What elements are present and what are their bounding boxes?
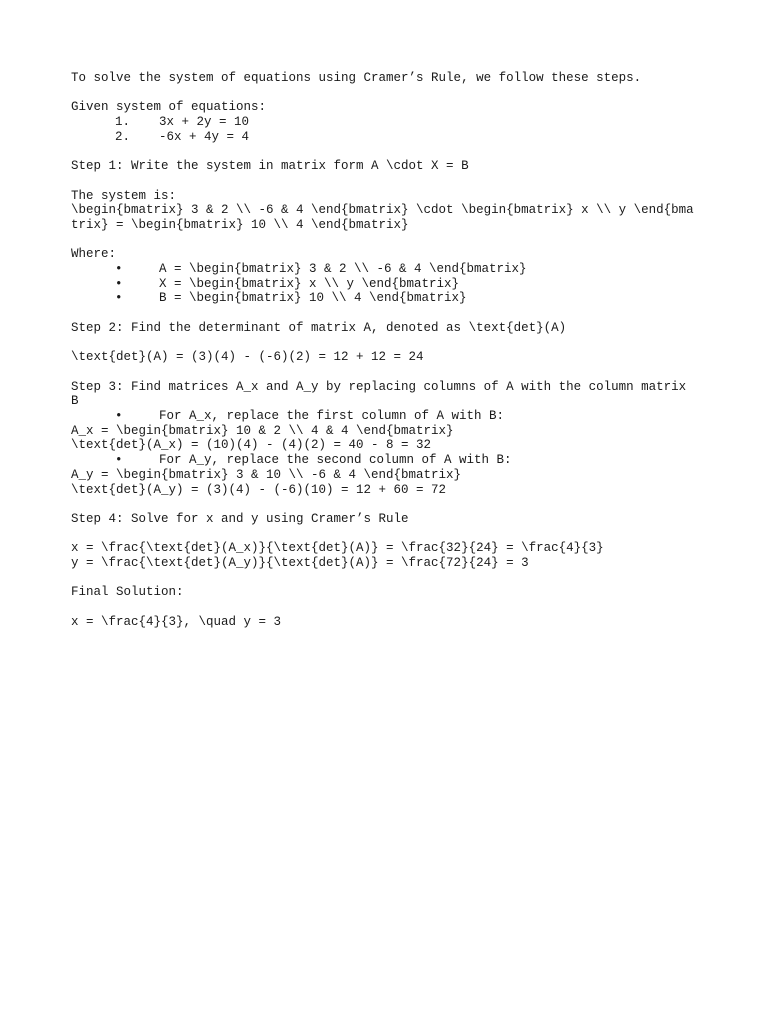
- matrix-equation: \begin{bmatrix} 3 & 2 \\ -6 & 4 \end{bmatrix} \cdot \begin{bmatrix} x \\ y \end{bmatrix} = \begin{bmatrix} 10 \\ 4 \end{bmatrix}: [71, 203, 694, 232]
- equation-text: -6x + 4y = 4: [159, 129, 250, 144]
- ay-matrix: A_y = \begin{bmatrix} 3 & 10 \\ -6 & 4 \end{bmatrix}: [71, 467, 462, 482]
- spacer: [71, 306, 697, 321]
- list-number: 1.: [115, 115, 131, 130]
- x-equation: x = \frac{\text{det}(A_x)}{\text{det}(A)} = \frac{32}{24} = \frac{4}{3}: [71, 541, 604, 556]
- step1-heading: Step 1: Write the system in matrix form A \cdot X = B: [71, 159, 469, 174]
- spacer: [71, 145, 697, 160]
- definition-item: [71, 291, 697, 306]
- bullet-icon: •: [115, 262, 123, 277]
- final-heading: Final Solution:: [71, 585, 184, 600]
- system-label: The system is:: [71, 188, 177, 203]
- bullet-icon: •: [115, 453, 123, 468]
- spacer: [71, 336, 697, 351]
- definition-item: [71, 262, 697, 277]
- step3-heading: Step 3: Find matrices A_x and A_y by replacing columns of A with the column matrix B: [71, 379, 694, 409]
- document-body: [71, 71, 697, 630]
- bullet-icon: •: [115, 409, 123, 424]
- ay-note-item: [71, 453, 697, 468]
- definition-text: X = \begin{bmatrix} x \\ y \end{bmatrix}: [159, 276, 460, 291]
- bullet-icon: •: [115, 276, 123, 291]
- ax-det: \text{det}(A_x) = (10)(4) - (4)(2) = 40 - 8 = 32: [71, 438, 432, 453]
- where-label: Where:: [71, 247, 117, 262]
- step2-heading: Step 2: Find the determinant of matrix A, denoted as \text{det}(A): [71, 320, 567, 335]
- ax-note: For A_x, replace the first column of A with B:: [159, 409, 505, 424]
- spacer: [71, 600, 697, 615]
- definition-text: A = \begin{bmatrix} 3 & 2 \\ -6 & 4 \end{bmatrix}: [159, 262, 527, 277]
- ax-matrix: A_x = \begin{bmatrix} 10 & 2 \\ 4 & 4 \end{bmatrix}: [71, 423, 454, 438]
- bullet-icon: •: [115, 291, 123, 306]
- det-a: \text{det}(A) = (3)(4) - (-6)(2) = 12 + 12 = 24: [71, 350, 424, 365]
- final-solution: x = \frac{4}{3}, \quad y = 3: [71, 614, 282, 629]
- ay-det: \text{det}(A_y) = (3)(4) - (-6)(10) = 12 + 60 = 72: [71, 482, 447, 497]
- step4-heading: Step 4: Solve for x and y using Cramer’s Rule: [71, 511, 409, 526]
- definition-text: B = \begin{bmatrix} 10 \\ 4 \end{bmatrix}: [159, 291, 467, 306]
- spacer: [71, 571, 697, 586]
- ay-note: For A_y, replace the second column of A with B:: [159, 453, 512, 468]
- spacer: [71, 86, 697, 101]
- ax-note-item: [71, 409, 697, 424]
- spacer: [71, 497, 697, 512]
- equation-item: [71, 115, 697, 130]
- spacer: [71, 233, 697, 248]
- spacer: [71, 527, 697, 542]
- given-heading: Given system of equations:: [71, 100, 267, 115]
- intro-text: To solve the system of equations using Cramer’s Rule, we follow these steps.: [71, 71, 642, 85]
- list-number: 2.: [115, 129, 131, 144]
- spacer: [71, 365, 697, 380]
- equation-text: 3x + 2y = 10: [159, 115, 250, 130]
- y-equation: y = \frac{\text{det}(A_y)}{\text{det}(A)} = \frac{72}{24} = 3: [71, 556, 529, 571]
- spacer: [71, 174, 697, 189]
- equation-item: [71, 130, 697, 145]
- definition-item: [71, 277, 697, 292]
